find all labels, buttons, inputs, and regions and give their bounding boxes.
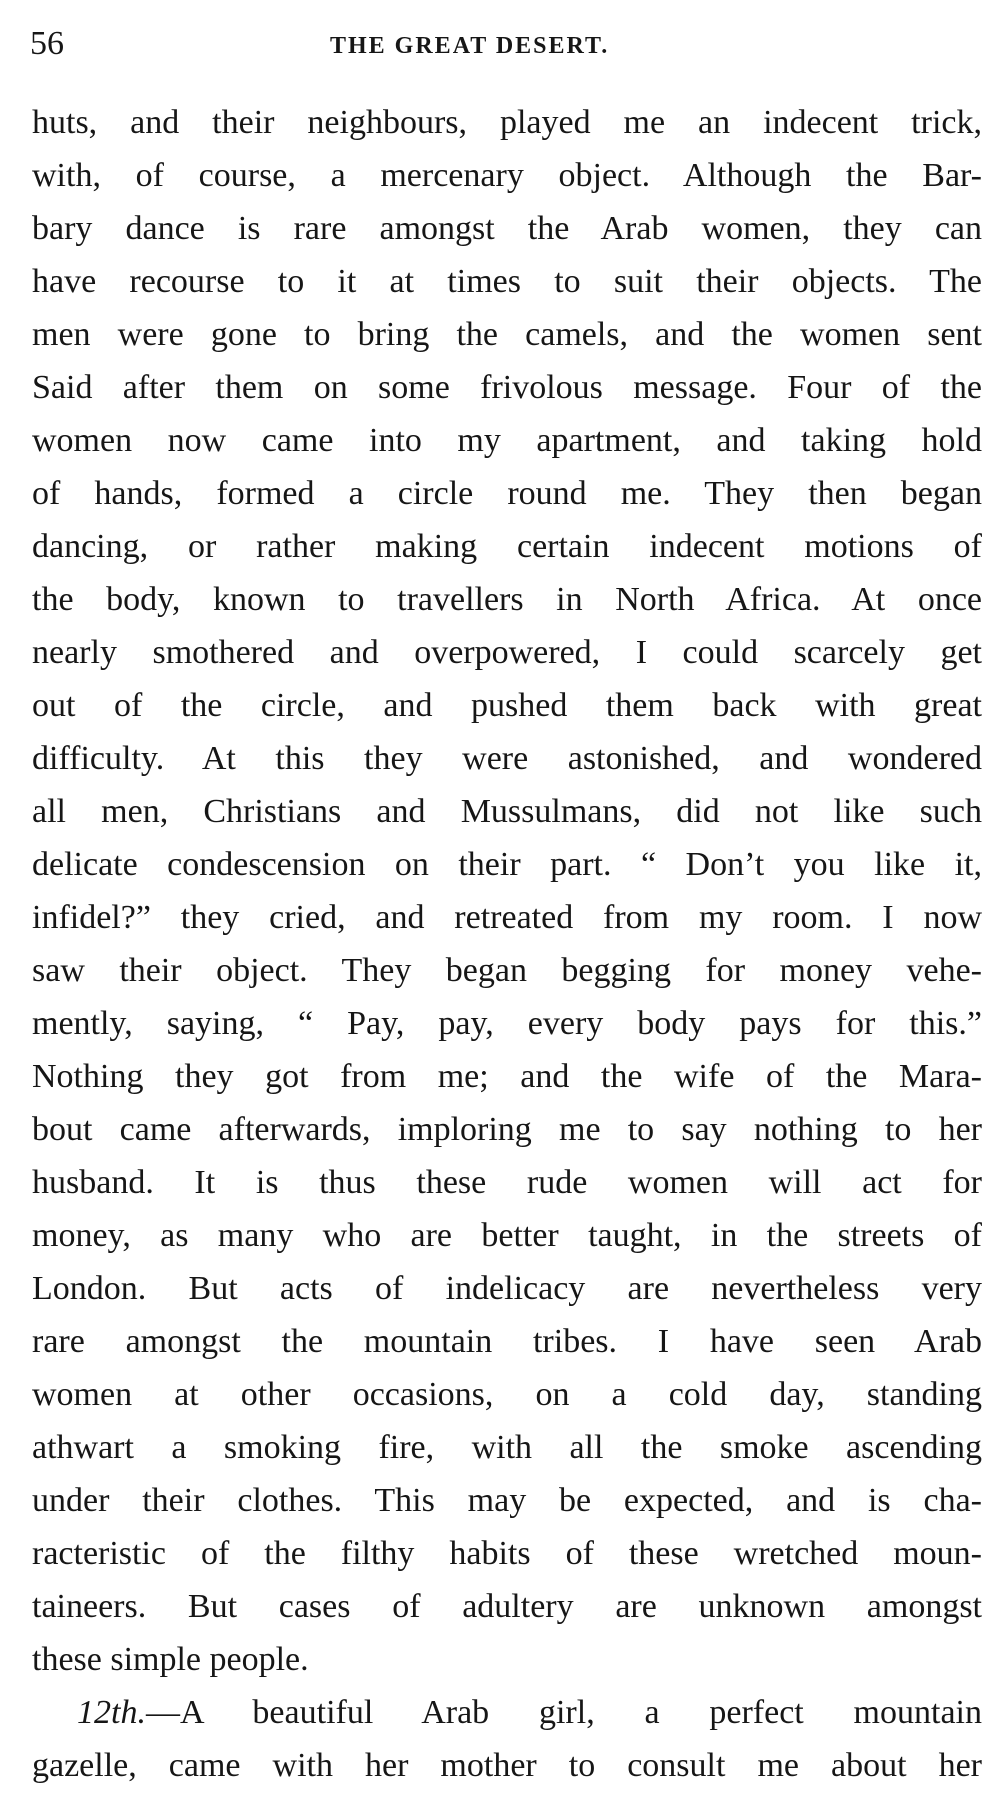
text-line: bary dance is rare amongst the Arab women, they can: [32, 210, 982, 247]
text-line: women now came into my apartment, and taking hold: [32, 422, 982, 459]
paragraph-opening-line: [32, 1686, 982, 1739]
text-line: infidel?” they cried, and retreated from my room. I now: [32, 899, 982, 936]
text-line: Said after them on some frivolous message. Four of the: [32, 369, 982, 406]
text-line: men were gone to bring the camels, and the women sent: [32, 316, 982, 353]
text-line: dancing, or rather making certain indecent motions of: [32, 528, 982, 565]
text-line: difficulty. At this they were astonished, and wondered: [32, 740, 982, 777]
text-line: nearly smothered and overpowered, I could scarcely get: [32, 634, 982, 671]
text-line: delicate condescension on their part. “ Don’t you like it,: [32, 846, 982, 883]
paragraph-last-line: these simple people.: [32, 1641, 309, 1678]
text-line: London. But acts of indelicacy are nevertheless very: [32, 1270, 982, 1307]
text-line: all men, Christians and Mussulmans, did not like such: [32, 793, 982, 830]
running-head: [30, 24, 990, 64]
dateline: 12th.: [77, 1694, 146, 1731]
body-text: [32, 96, 982, 1792]
text-line: of hands, formed a circle round me. They then began: [32, 475, 982, 512]
running-title: THE GREAT DESERT.: [330, 33, 610, 59]
text-line: athwart a smoking fire, with all the smoke ascending: [32, 1429, 982, 1466]
text-line: under their clothes. This may be expected, and is cha-: [32, 1482, 982, 1519]
text-line: out of the circle, and pushed them back with great: [32, 687, 982, 724]
text-line: money, as many who are better taught, in the streets of: [32, 1217, 982, 1254]
text-line: bout came afterwards, imploring me to say nothing to her: [32, 1111, 982, 1148]
text-line: the body, known to travellers in North Africa. At once: [32, 581, 982, 618]
text-line: with, of course, a mercenary object. Although the Bar-: [32, 157, 982, 194]
paragraph-opening-text: —A beautiful Arab girl, a perfect mountain: [145, 1694, 982, 1731]
text-line: gazelle, came with her mother to consult me about her: [32, 1747, 982, 1784]
text-line: have recourse to it at times to suit their objects. The: [32, 263, 982, 300]
text-line: racteristic of the filthy habits of these wretched moun-: [32, 1535, 982, 1572]
text-line: Nothing they got from me; and the wife of the Mara-: [32, 1058, 982, 1095]
text-line: rare amongst the mountain tribes. I have seen Arab: [32, 1323, 982, 1360]
text-line: women at other occasions, on a cold day, standing: [32, 1376, 982, 1413]
text-line: mently, saying, “ Pay, pay, every body pays for this.”: [32, 1005, 982, 1042]
text-line: taineers. But cases of adultery are unknown amongst: [32, 1588, 982, 1625]
page-number: 56: [30, 25, 64, 62]
text-line: saw their object. They began begging for money vehe-: [32, 952, 982, 989]
text-line: husband. It is thus these rude women will act for: [32, 1164, 982, 1201]
text-line: huts, and their neighbours, played me an indecent trick,: [32, 104, 982, 141]
